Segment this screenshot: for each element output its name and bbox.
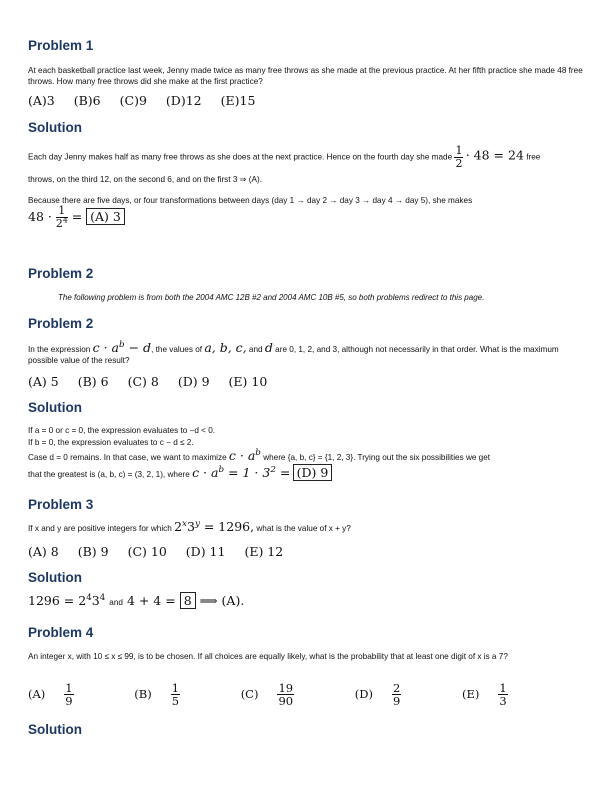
- choice-a: (A)3: [28, 93, 55, 108]
- problem-1-solution-line-2: throws, on the third 12, on the second 6, and on the first 3 ⇒ (A).: [28, 175, 262, 184]
- choice-a: (A) 8: [28, 544, 59, 559]
- problem-3-text: [28, 518, 584, 535]
- problem-2-solution-heading: Solution: [28, 400, 82, 415]
- problem-2-heading: Problem 2: [28, 316, 94, 331]
- choice-e: (E) 12: [244, 544, 284, 559]
- choice-d: [355, 682, 440, 707]
- problem-4-choices: [28, 682, 565, 707]
- choice-b: (B) 6: [77, 374, 109, 389]
- problem-2-solution-line-4: [28, 464, 584, 481]
- solution-mid: 4 + 4 =: [126, 593, 176, 608]
- choice-denominator: 90: [278, 694, 294, 708]
- problem-3-solution-heading: Solution: [28, 570, 82, 585]
- choice-e: (E) 10: [228, 374, 268, 389]
- choice-label: (D): [354, 686, 373, 701]
- choice-b: [134, 682, 218, 707]
- solution-line-3-mid: where {a, b, c} = {1, 2, 3}. Trying out the six possibilities we get: [263, 453, 491, 462]
- equation-2x-3y: $2^x3^y = 1296$,: [174, 518, 255, 534]
- problem-1-final-expression: 48 · $\frac{1}{2^4}$ = (A) 3: [28, 205, 584, 230]
- choice-label: (C): [240, 686, 259, 701]
- problem-2-solution-line-2: If b = 0, the expression evaluates to c − d ≤ 2.: [28, 438, 194, 447]
- problem-2-solution-line-1: If a = 0 or c = 0, the expression evaluates to −d < 0.: [28, 426, 216, 435]
- solution-pre: 1296 = 2: [28, 593, 87, 608]
- solution-line-3-pre: Case d = 0 remains. In that case, we want to maximize: [28, 453, 227, 462]
- solution-text: Each day Jenny makes half as many free throws as she does at the next practice. Hence on the fourth day she made: [28, 152, 453, 162]
- choice-numerator: 1: [499, 681, 507, 695]
- choice-denominator: 3: [499, 694, 507, 708]
- variables-abcd: a, b, c,: [204, 340, 247, 355]
- solution-math: · 48 = 24: [465, 147, 524, 163]
- problem-1-solution-heading: Solution: [28, 120, 82, 135]
- choice-c: (C) 10: [127, 544, 167, 559]
- choice-numerator: 2: [392, 681, 401, 695]
- choice-denominator: 9: [392, 694, 401, 708]
- answer-box: (A) 3: [86, 208, 125, 225]
- problem-3-heading: Problem 3: [28, 497, 94, 512]
- choice-d: (D) 9: [177, 374, 210, 389]
- problem-2-text-post: are 0, 1, 2, and 3, although not necessarily in that order. What is the maximum possible value of the result?: [28, 345, 559, 365]
- choice-c: (C) 8: [127, 374, 159, 389]
- solution-line-4-pre: that the greatest is (a, b, c) = (3, 2, 1), where: [28, 470, 190, 479]
- problem-2-solution-line-3: [28, 447, 584, 464]
- fraction-one-over-2-pow-4: $\frac{1}{2^4}$: [55, 204, 68, 230]
- choice-c: (C)9: [119, 93, 147, 108]
- variable-d: d: [264, 340, 273, 355]
- problem-2-redirect-heading: Problem 2: [28, 266, 94, 281]
- problem-4-heading: Problem 4: [28, 625, 94, 640]
- solution-text-end: free: [526, 152, 541, 162]
- problem-3-text-post: what is the value of x + y?: [256, 524, 351, 533]
- problem-4-solution-heading: Solution: [28, 722, 82, 737]
- problem-3-solution-line: $1296 = 2^43^4$ and 4 + 4 = 8 ⟹ (A).: [28, 592, 245, 608]
- solution-post: ⟹ (A).: [199, 593, 245, 608]
- choice-a: (A) 5: [28, 374, 59, 389]
- expression-c-a: c · a: [192, 465, 219, 480]
- choice-label: (A): [28, 686, 46, 701]
- problem-4-text: An integer x, with 10 ≤ x ≤ 99, is to be chosen. If all choices are equally likely, what is the probability that at least one digit of x is a 7?: [28, 652, 508, 661]
- choice-e: [462, 682, 546, 707]
- choice-b: (B) 9: [77, 544, 109, 559]
- problem-1-heading: Problem 1: [28, 38, 94, 53]
- expression-c-a-b: $c \cdot a^b$: [228, 447, 261, 463]
- problem-2-text-pre: In the expression: [28, 345, 91, 354]
- choice-b: (B)6: [73, 93, 101, 108]
- fraction-one-half: $\frac{1}{2}$: [455, 144, 463, 170]
- choice-numerator: 1: [65, 681, 73, 695]
- choice-d: (D)12: [165, 93, 202, 108]
- answer-box: 8: [180, 592, 196, 609]
- choice-label: (E): [461, 686, 480, 701]
- problem-1-text: At each basketball practice last week, Jenny made twice as many free throws as she made at the previous practice. At her fifth practice she made 48 free throws. How many free throws did she make at the first practice?: [28, 66, 583, 86]
- choice-e: (E)15: [220, 93, 256, 108]
- solution-and: and: [109, 598, 123, 607]
- choice-denominator: 9: [65, 694, 73, 708]
- problem-2-choices: [28, 374, 286, 389]
- problem-2-text-mid: , the values of: [151, 345, 203, 354]
- problem-3-choices: [28, 544, 302, 559]
- choice-denominator: 5: [171, 694, 180, 708]
- redirect-note: The following problem is from both the 2004 AMC 12B #2 and 2004 AMC 10B #5, so both problems redirect to this page.: [58, 293, 485, 302]
- choice-c: [241, 682, 332, 707]
- problem-2-text: In the expression $c \cdot a^b - d$, the values of a, b, c, and d are 0, 1, 2, and 3, although not necessarily in that order. What is the maximum possible value of the result?: [28, 339, 559, 365]
- choice-d: (D) 11: [185, 544, 226, 559]
- problem-1-solution-line-1: [28, 145, 584, 170]
- problem-3-text-pre: If x and y are positive integers for which: [28, 524, 172, 533]
- choice-a: [28, 682, 112, 707]
- answer-box: (D) 9: [293, 464, 333, 481]
- problem-1-solution-line-3: Because there are five days, or four transformations between days (day 1 → day 2 → day 3 → day 4 → day 5), she makes: [28, 196, 473, 205]
- choice-label: (B): [134, 686, 152, 701]
- expression-c-a-b-d: $c \cdot a^b - d$: [92, 339, 152, 355]
- choice-numerator: 1: [171, 681, 180, 695]
- expression-result: $c \cdot a^b = 1 \cdot 3^2$ =: [192, 464, 291, 480]
- choice-numerator: 19: [278, 681, 294, 695]
- problem-1-choices: [28, 93, 274, 108]
- expression-product: = 1 · 3: [228, 465, 271, 480]
